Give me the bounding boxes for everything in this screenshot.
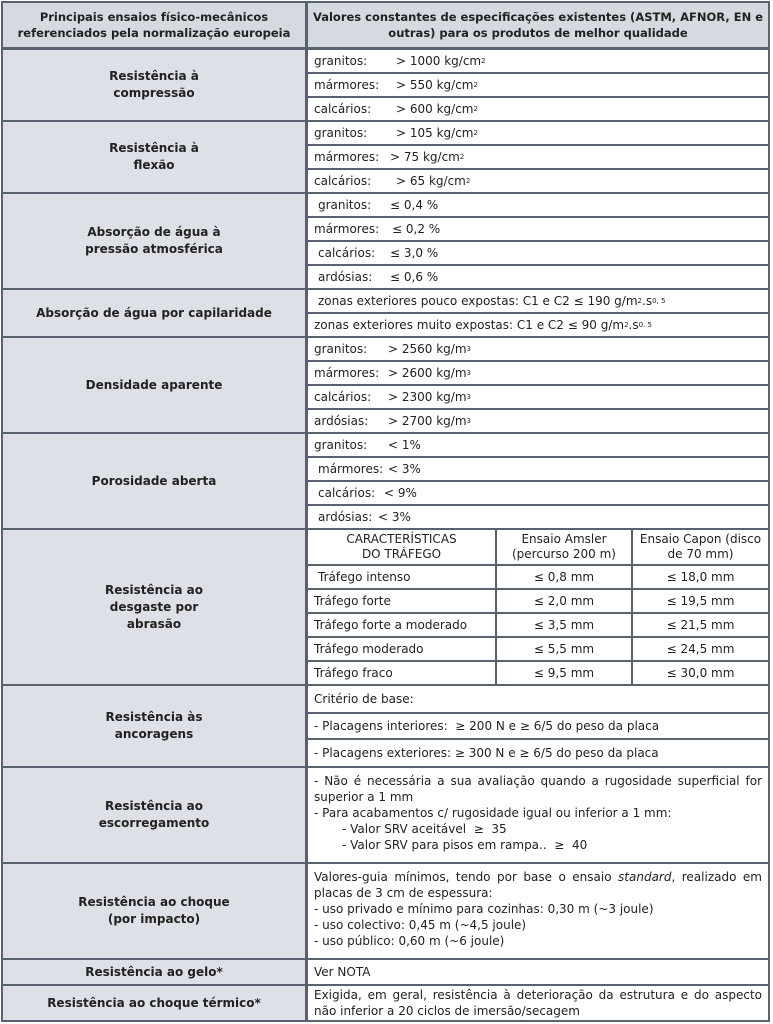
desgaste-row-moderado: Tráfego moderado <box>308 638 495 660</box>
desgaste-capon-intenso: ≤ 18,0 mm <box>633 566 768 588</box>
desgaste-amsler-forte-moderado: ≤ 3,5 mm <box>497 614 631 636</box>
label-densidade: Densidade aparente <box>3 338 305 432</box>
row-absorcao-ardosias: ardósias: ≤ 0,6 % <box>308 266 768 288</box>
label-flexao: Resistência à flexão <box>3 122 305 192</box>
row-densidade-ardosias: ardósias: > 2700 kg/m 3 <box>308 410 768 432</box>
desgaste-header-trafego: CARACTERÍSTICAS DO TRÁFEGO <box>308 530 495 564</box>
desgaste-row-forte-moderado: Tráfego forte a moderado <box>308 614 495 636</box>
row-porosidade-ardosias: ardósias: < 3% <box>308 506 768 528</box>
label-compressao: Resistência à compressão <box>3 50 305 120</box>
row-absorcao-granitos: granitos: ≤ 0,4 % <box>308 194 768 216</box>
desgaste-capon-forte: ≤ 19,5 mm <box>633 590 768 612</box>
desgaste-amsler-moderado: ≤ 5,5 mm <box>497 638 631 660</box>
desgaste-header-capon: Ensaio Capon (disco de 70 mm) <box>633 530 768 564</box>
ancoragens-criterio: Critério de base: <box>308 686 768 712</box>
label-escorregamento: Resistência ao escorregamento <box>3 768 305 862</box>
desgaste-amsler-intenso: ≤ 0,8 mm <box>497 566 631 588</box>
row-flexao-marmores: mármores: > 75 kg/cm 2 <box>308 146 768 168</box>
row-compressao-marmores: mármores: > 550 kg/cm 2 <box>308 74 768 96</box>
desgaste-row-fraco: Tráfego fraco <box>308 662 495 684</box>
escorregamento-text: - Não é necessária a sua avaliação quando a rugosidade superficial for superior a 1 mm - Para acabamentos c/ rugosidade igual ou inferior a 1 mm: - Valor SRV aceitável ≥ 35 - Valor SRV para pisos em rampa.. ≥ 40 <box>308 768 768 862</box>
desgaste-capon-moderado: ≤ 24,5 mm <box>633 638 768 660</box>
termico-value: Exigida, em geral, resistência à deterioração da estrutura e do aspecto não inferior a 20 ciclos de imersão/secagem <box>308 986 768 1020</box>
label-porosidade: Porosidade aberta <box>3 434 305 528</box>
row-porosidade-calcarios: calcários: < 9% <box>308 482 768 504</box>
desgaste-header-amsler: Ensaio Amsler (percurso 200 m) <box>497 530 631 564</box>
ancoragens-interiores: - Placagens interiores: ≥ 200 N e ≥ 6/5 do peso da placa <box>308 714 768 738</box>
row-flexao-calcarios: calcários: > 65 kg/cm 2 <box>308 170 768 192</box>
row-absorcao-marmores: mármores: ≤ 0,2 % <box>308 218 768 240</box>
desgaste-capon-forte-moderado: ≤ 21,5 mm <box>633 614 768 636</box>
label-desgaste: Resistência ao desgaste por abrasão <box>3 530 305 684</box>
row-capilaridade-pouco: zonas exteriores pouco expostas: C1 e C2 ≤ 190 g/m 2 .s 0, 5 <box>308 290 768 312</box>
row-densidade-marmores: mármores: > 2600 kg/m 3 <box>308 362 768 384</box>
row-porosidade-marmores: mármores: < 3% <box>308 458 768 480</box>
label-termico: Resistência ao choque térmico* <box>3 986 305 1020</box>
specs-table <box>1 1 770 1022</box>
label-absorcao: Absorção de água à pressão atmosférica <box>3 194 305 288</box>
row-densidade-calcarios: calcários: > 2300 kg/m 3 <box>308 386 768 408</box>
desgaste-capon-fraco: ≤ 30,0 mm <box>633 662 768 684</box>
gelo-value: Ver NOTA <box>308 960 768 984</box>
ancoragens-exteriores: - Placagens exteriores: ≥ 300 N e ≥ 6/5 do peso da placa <box>308 740 768 766</box>
label-ancoragens: Resistência às ancoragens <box>3 686 305 766</box>
label-capilaridade: Absorção de água por capilaridade <box>3 290 305 336</box>
row-densidade-granitos: granitos: > 2560 kg/m 3 <box>308 338 768 360</box>
row-absorcao-calcarios: calcários: ≤ 3,0 % <box>308 242 768 264</box>
label-choque: Resistência ao choque (por impacto) <box>3 864 305 958</box>
row-compressao-granitos: granitos: > 1000 kg/cm 2 <box>308 50 768 72</box>
header-tests: Principais ensaios físico-mecânicos referenciados pela normalização europeia <box>3 3 305 47</box>
row-porosidade-granitos: granitos: < 1% <box>308 434 768 456</box>
desgaste-row-intenso: Tráfego intenso <box>308 566 495 588</box>
label-gelo: Resistência ao gelo* <box>3 960 305 984</box>
desgaste-amsler-forte: ≤ 2,0 mm <box>497 590 631 612</box>
row-capilaridade-muito: zonas exteriores muito expostas: C1 e C2 ≤ 90 g/m 2 .s 0. 5 <box>308 314 768 336</box>
choque-text: Valores-guia mínimos, tendo por base o ensaio standard, realizado em placas de 3 cm de espessura: - uso privado e mínimo para cozinhas: 0,30 m (~3 joule) - uso colectivo: 0,45 m (~4,5 joule) - uso público: 0,60 m (~6 joule) <box>308 864 768 958</box>
row-compressao-calcarios: calcários: > 600 kg/cm 2 <box>308 98 768 120</box>
desgaste-amsler-fraco: ≤ 9,5 mm <box>497 662 631 684</box>
row-flexao-granitos: granitos: > 105 kg/cm 2 <box>308 122 768 144</box>
desgaste-row-forte: Tráfego forte <box>308 590 495 612</box>
header-values: Valores constantes de especificações existentes (ASTM, AFNOR, EN e outras) para os produtos de melhor qualidade <box>308 3 768 47</box>
